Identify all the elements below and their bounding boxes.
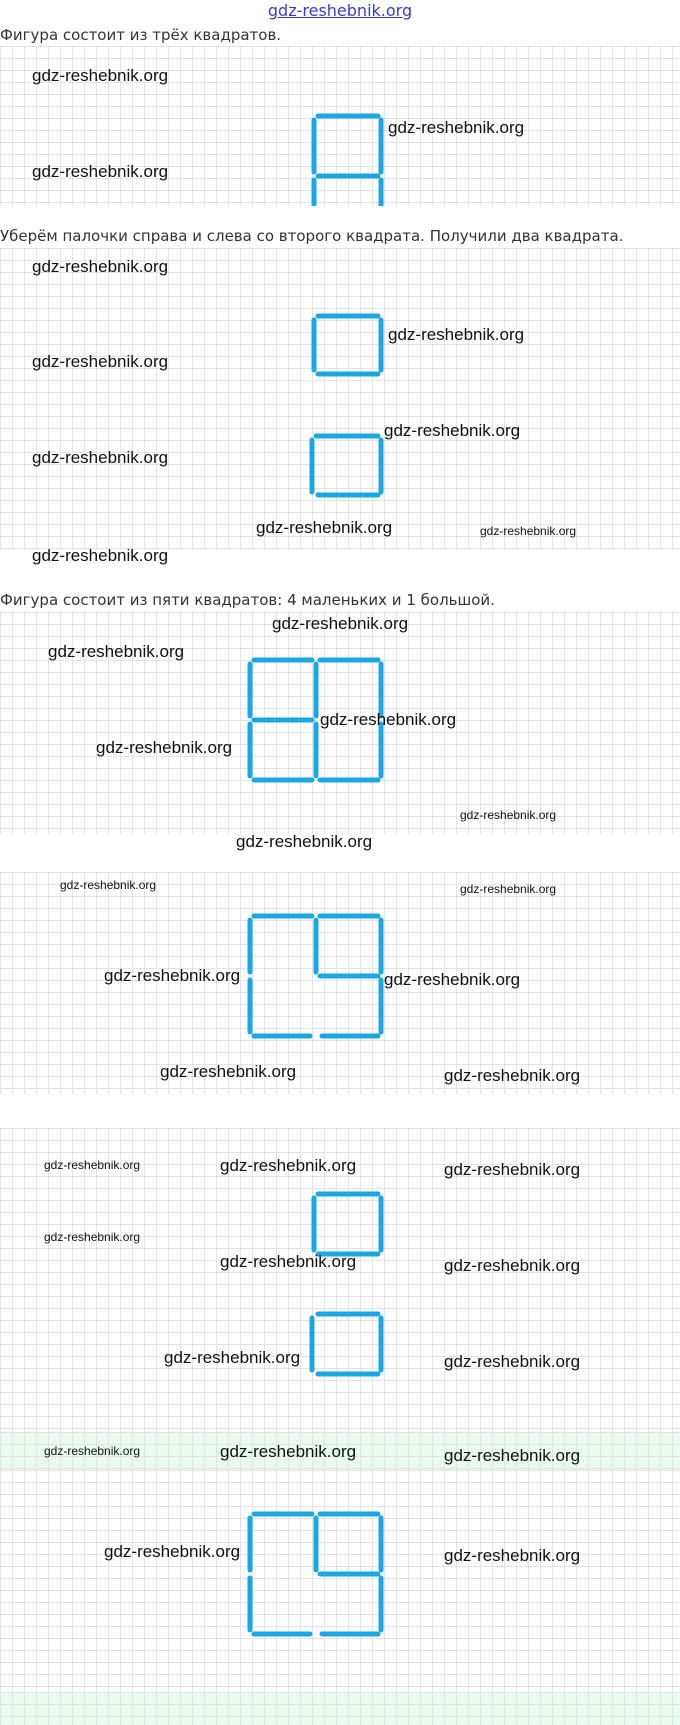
grid-panel-3 bbox=[0, 612, 680, 834]
watermark: gdz-reshebnik.org bbox=[384, 421, 521, 440]
caption-remove-sticks: Уберём палочки справа и слева со второго квадрата. Получили два квадрата. bbox=[0, 227, 624, 245]
watermark: gdz-reshebnik.org bbox=[444, 1066, 581, 1085]
grid-panel-2 bbox=[0, 248, 680, 550]
watermark: gdz-reshebnik.org bbox=[220, 1442, 357, 1461]
watermark: gdz-reshebnik.org bbox=[160, 1062, 297, 1081]
caption-five-squares: Фигура состоит из пяти квадратов: 4 маленьких и 1 большой. bbox=[0, 591, 495, 609]
watermark: gdz-reshebnik.org bbox=[44, 1230, 141, 1244]
watermark: gdz-reshebnik.org bbox=[256, 518, 393, 537]
site-link[interactable]: gdz-reshebnik.org bbox=[267, 1, 413, 20]
watermark: gdz-reshebnik.org bbox=[444, 1446, 581, 1465]
watermark: gdz-reshebnik.org bbox=[32, 66, 169, 85]
watermark: gdz-reshebnik.org bbox=[44, 1158, 141, 1172]
tinted-strip-1 bbox=[0, 1432, 680, 1470]
watermark: gdz-reshebnik.org bbox=[384, 970, 521, 989]
watermark: gdz-reshebnik.org bbox=[32, 257, 169, 276]
watermark: gdz-reshebnik.org bbox=[220, 1156, 357, 1175]
watermark: gdz-reshebnik.org bbox=[32, 448, 169, 467]
watermark: gdz-reshebnik.org bbox=[460, 808, 557, 822]
watermark: gdz-reshebnik.org bbox=[32, 546, 169, 565]
grid-panel-1 bbox=[0, 46, 680, 206]
watermark: gdz-reshebnik.org bbox=[96, 738, 233, 757]
watermark: gdz-reshebnik.org bbox=[444, 1160, 581, 1179]
watermark: gdz-reshebnik.org bbox=[48, 642, 185, 661]
watermark: gdz-reshebnik.org bbox=[164, 1348, 301, 1367]
caption-three-squares: Фигура состоит из трёх квадратов. bbox=[0, 26, 282, 44]
watermark: gdz-reshebnik.org bbox=[32, 162, 169, 181]
grid-panel-6 bbox=[0, 1470, 680, 1692]
watermark: gdz-reshebnik.org bbox=[480, 524, 577, 538]
grid-panel-5 bbox=[0, 1128, 680, 1432]
watermark: gdz-reshebnik.org bbox=[444, 1256, 581, 1275]
watermark: gdz-reshebnik.org bbox=[104, 1542, 241, 1561]
watermark: gdz-reshebnik.org bbox=[32, 352, 169, 371]
watermark: gdz-reshebnik.org bbox=[272, 614, 409, 633]
watermark: gdz-reshebnik.org bbox=[444, 1352, 581, 1371]
watermark: gdz-reshebnik.org bbox=[460, 882, 557, 896]
watermark: gdz-reshebnik.org bbox=[236, 832, 373, 851]
final-figure bbox=[0, 1470, 680, 1692]
watermark: gdz-reshebnik.org bbox=[388, 118, 525, 137]
watermark: gdz-reshebnik.org bbox=[60, 878, 157, 892]
watermark: gdz-reshebnik.org bbox=[444, 1546, 581, 1565]
tinted-strip-2 bbox=[0, 1692, 680, 1725]
watermark: gdz-reshebnik.org bbox=[388, 325, 525, 344]
watermark: gdz-reshebnik.org bbox=[320, 710, 457, 729]
watermark: gdz-reshebnik.org bbox=[104, 966, 241, 985]
modified-five-squares-figure bbox=[0, 872, 680, 1094]
grid-panel-4 bbox=[0, 872, 680, 1094]
watermark: gdz-reshebnik.org bbox=[44, 1444, 141, 1458]
site-header bbox=[0, 0, 680, 22]
two-squares-figure bbox=[0, 248, 680, 550]
watermark: gdz-reshebnik.org bbox=[220, 1252, 357, 1271]
